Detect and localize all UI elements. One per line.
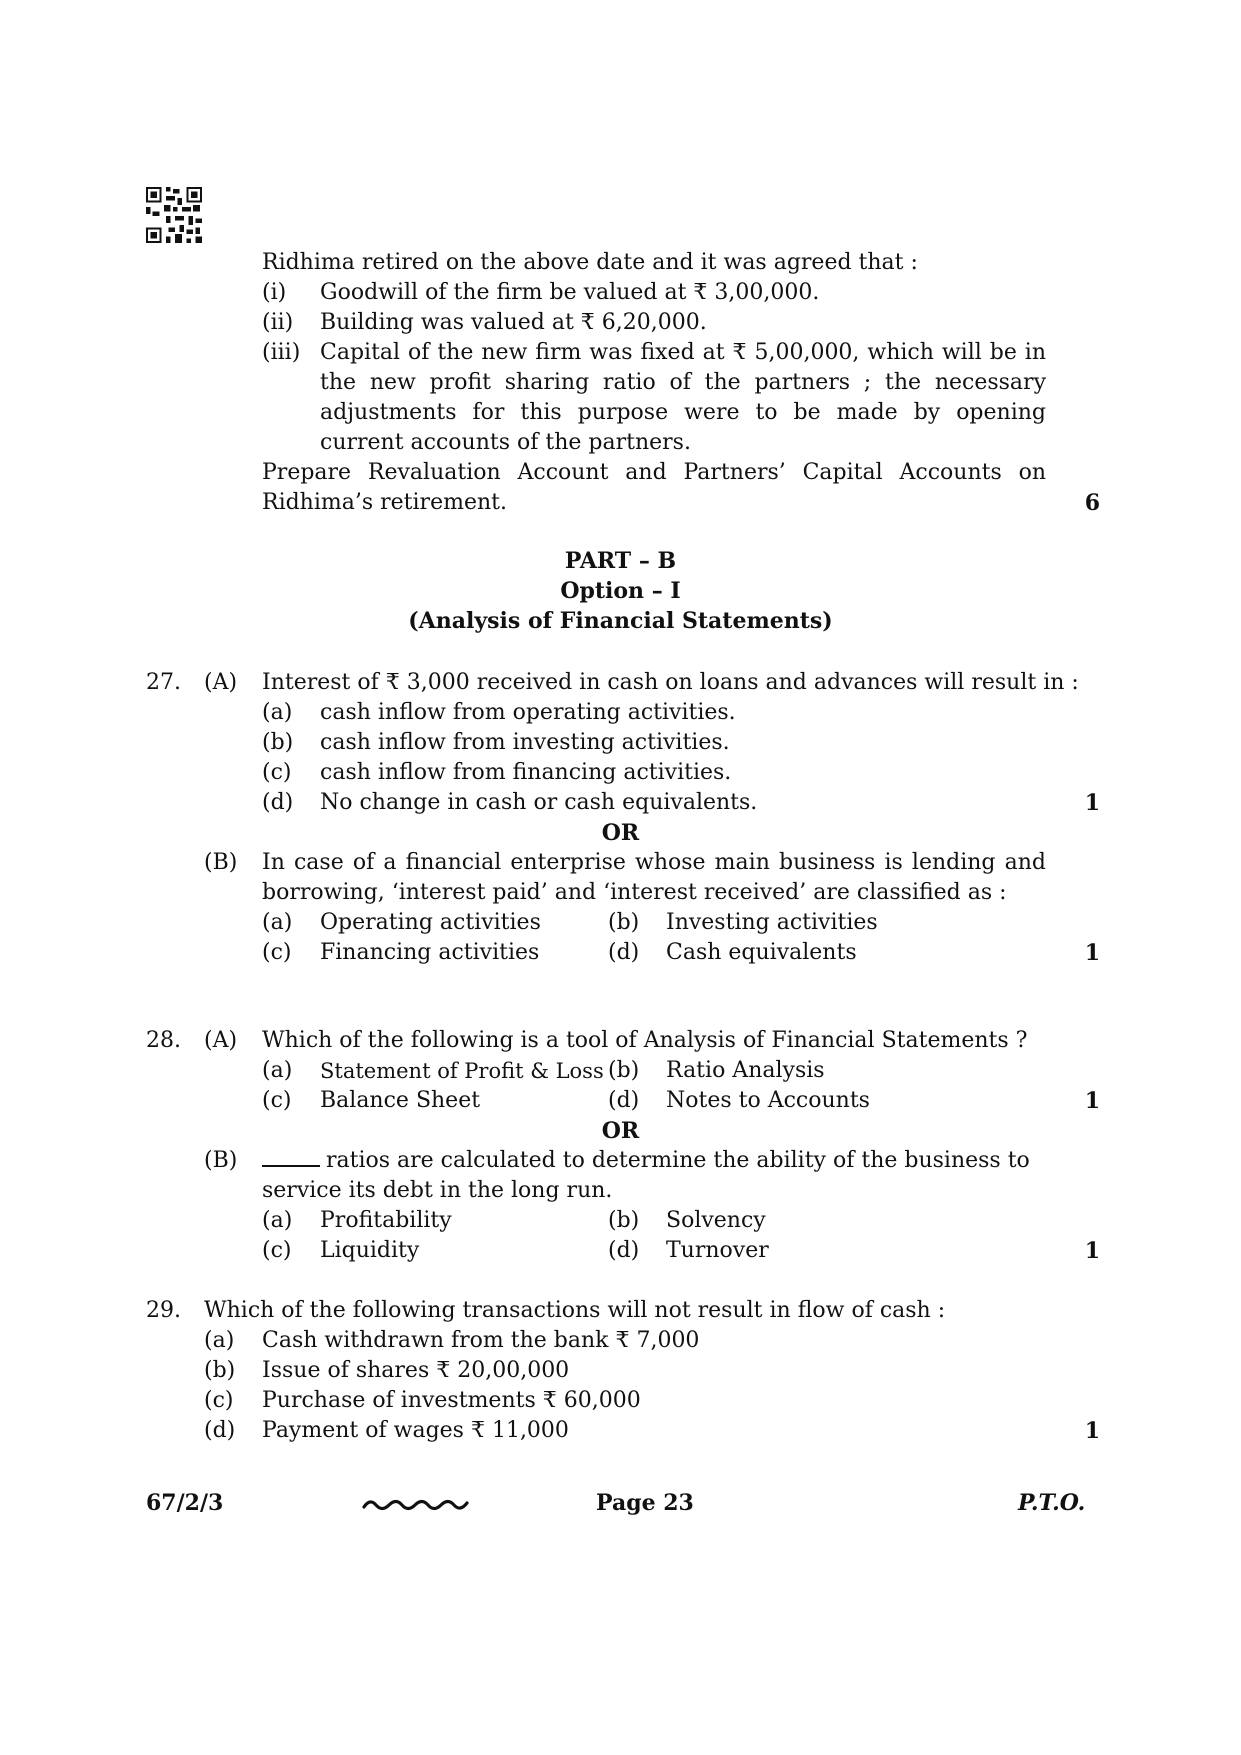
option-text: Purchase of investments ₹ 60,000: [262, 1388, 641, 1413]
option-text: No change in cash or cash equivalents.: [320, 790, 758, 815]
paper-code: 67/2/3: [146, 1490, 224, 1516]
question-text: Interest of ₹ 3,000 received in cash on loans and advances will result in :: [262, 670, 1079, 695]
option-text: Profitability: [320, 1208, 452, 1233]
question-number: 28.: [146, 1028, 181, 1053]
option-text: cash inflow from operating activities.: [320, 700, 736, 725]
q26-item-label: (i): [262, 280, 287, 305]
option-label: (d): [608, 940, 640, 965]
option-text: Payment of wages ₹ 11,000: [262, 1418, 569, 1443]
q26-item-text: Building was valued at ₹ 6,20,000.: [320, 310, 707, 335]
sub-question-label: (A): [204, 670, 238, 695]
question-marks: 1: [1084, 940, 1100, 966]
option-text: Operating activities: [320, 910, 541, 935]
option-text: Investing activities: [666, 910, 878, 935]
option-label: (c): [262, 1238, 292, 1263]
option-label: (d): [204, 1418, 236, 1443]
option-text: Cash withdrawn from the bank ₹ 7,000: [262, 1328, 700, 1353]
question-marks: 1: [1084, 1088, 1100, 1114]
question-text: In case of a financial enterprise whose main business is lending and: [262, 850, 1046, 875]
option-text: Balance Sheet: [320, 1088, 481, 1113]
question-number: 29.: [146, 1298, 181, 1323]
option-label: (a): [262, 1058, 293, 1083]
option-text: Cash equivalents: [666, 940, 857, 965]
page-number: Page 23: [596, 1490, 694, 1516]
option-text: Turnover: [666, 1238, 769, 1263]
q26-item-text: Capital of the new firm was fixed at ₹ 5,00,000, which will be in: [320, 340, 1046, 365]
or-separator: OR: [601, 1118, 640, 1144]
sub-question-label: (A): [204, 1028, 238, 1053]
option-text: Ratio Analysis: [666, 1058, 825, 1083]
q26-item-label: (iii): [262, 340, 301, 365]
q26-item-text: Goodwill of the firm be valued at ₹ 3,00,000.: [320, 280, 820, 305]
option-text: Solvency: [666, 1208, 766, 1233]
question-text: service its debt in the long run.: [262, 1178, 613, 1203]
q26-item-label: (ii): [262, 310, 294, 335]
q26-marks: 6: [1084, 490, 1100, 516]
question-text: ratios are calculated to determine the ability of the business to: [326, 1148, 1030, 1173]
q26-intro: Ridhima retired on the above date and it was agreed that :: [262, 250, 918, 275]
q26-instruction: Ridhima’s retirement.: [262, 490, 507, 515]
option-label: (a): [262, 910, 293, 935]
option-text: Statement of Profit & Loss: [320, 1059, 604, 1083]
q26-item-text: current accounts of the partners.: [320, 430, 691, 455]
question-marks: 1: [1084, 790, 1100, 816]
blank-line: [262, 1147, 320, 1167]
or-separator: OR: [601, 820, 640, 846]
option-label: (b): [608, 910, 640, 935]
option-label: (c): [262, 760, 292, 785]
option-text: Financing activities: [320, 940, 540, 965]
option-label: (c): [262, 1088, 292, 1113]
option-text: cash inflow from investing activities.: [320, 730, 730, 755]
qr-code-icon: [146, 187, 202, 243]
fill-in-blank: [262, 1146, 1030, 1176]
option-label: (b): [608, 1208, 640, 1233]
option-label: (d): [608, 1088, 640, 1113]
q26-item-text: adjustments for this purpose were to be made by opening: [320, 400, 1046, 425]
option-label: (d): [608, 1238, 640, 1263]
option-text: Liquidity: [320, 1238, 420, 1263]
option-label: (a): [262, 1208, 293, 1233]
question-marks: 1: [1084, 1238, 1100, 1264]
option-label: (c): [204, 1388, 234, 1413]
sub-question-label: (B): [204, 1148, 238, 1173]
section-subtitle: (Analysis of Financial Statements): [408, 608, 833, 634]
part-heading: PART – B: [564, 548, 677, 574]
option-label: (b): [608, 1058, 640, 1083]
option-label: (b): [204, 1358, 236, 1383]
option-label: (d): [262, 790, 294, 815]
option-text: cash inflow from financing activities.: [320, 760, 732, 785]
option-label: (a): [262, 700, 293, 725]
option-text: Issue of shares ₹ 20,00,000: [262, 1358, 570, 1383]
wave-ornament-icon: [362, 1494, 472, 1516]
q26-item-text: the new profit sharing ratio of the partners ; the necessary: [320, 370, 1046, 395]
option-heading: Option – I: [560, 578, 681, 604]
q26-instruction: Prepare Revaluation Account and Partners’ Capital Accounts on: [262, 460, 1046, 485]
option-text: Notes to Accounts: [666, 1088, 870, 1113]
question-marks: 1: [1084, 1418, 1100, 1444]
sub-question-label: (B): [204, 850, 238, 875]
question-text: Which of the following is a tool of Analysis of Financial Statements ?: [262, 1028, 1028, 1053]
option-label: (c): [262, 940, 292, 965]
pto-label: P.T.O.: [1018, 1490, 1086, 1516]
option-label: (a): [204, 1328, 235, 1353]
question-text: Which of the following transactions will not result in flow of cash :: [204, 1298, 946, 1323]
option-label: (b): [262, 730, 294, 755]
question-text: borrowing, ‘interest paid’ and ‘interest received’ are classified as :: [262, 880, 1007, 905]
question-number: 27.: [146, 670, 181, 695]
